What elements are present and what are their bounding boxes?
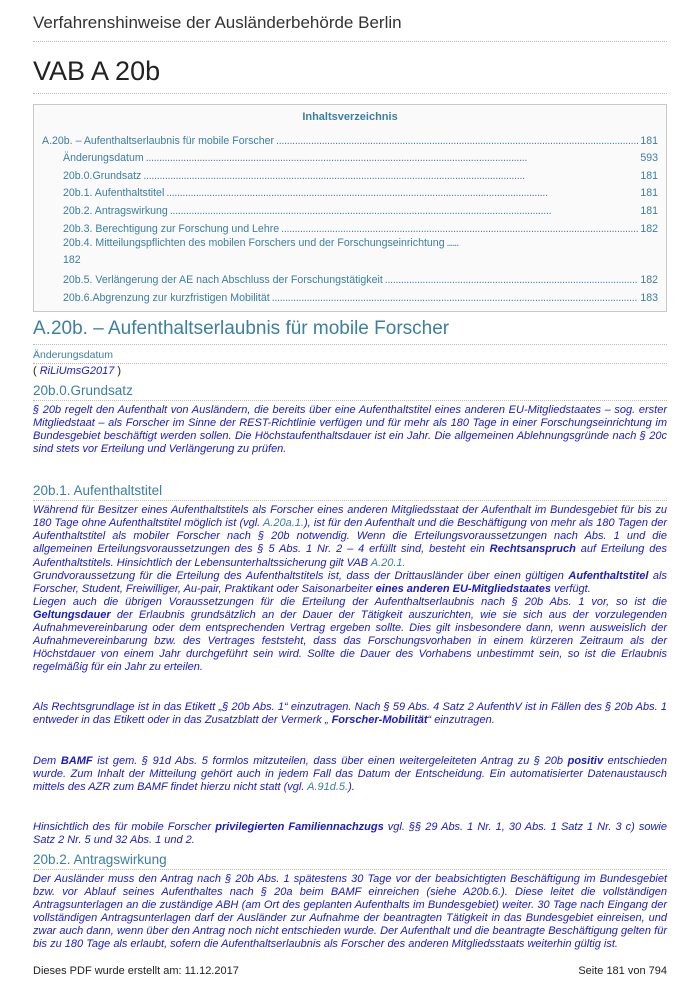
toc-entry-label: 20b.2. Antragswirkung xyxy=(63,204,168,217)
toc-entry-label: 20b.5. Verlängerung der AE nach Abschluss der Forschungstätigkeit xyxy=(63,274,383,287)
page-title: VAB A 20b xyxy=(33,56,667,94)
toc-entry[interactable] xyxy=(42,147,658,165)
toc-entry-page: 181 xyxy=(640,187,658,200)
toc-entry[interactable] xyxy=(42,129,658,147)
paragraph: § 20b regelt den Aufenthalt von Ausländern, die bereits über eine Aufenthaltstitel eines anderen EU-Mitgliedstaates – sog. erster Mitgliedstaat – als Forscher im Sinne der REST-Richtlinie verfügen und für mehr als 180 Tage in einer Forschungseinrichtung im Bundesgebiet beschäftigt werden sollen. Die Höchstaufenthaltsdauer ist ein Jahr. Die allgemeinen Ablehnungsgründe nach § 20c sind stets vor Erteilung und Verlängerung zu prüfen. xyxy=(33,403,667,456)
paragraph: Hinsichtlich des für mobile Forscher privilegierten Familiennachzugs vgl. §§ 29 Abs. 1 Nr. 1, 30 Abs. 1 Satz 1 Nr. 3 c) sowie Satz 2 Nr. 5 und 32 Abs. 1 und 2. xyxy=(33,820,667,846)
toc-entry-label: 20b.4. Mitteilungspflichten des mobilen Forschers und der Forschungseinrichtung xyxy=(63,236,445,249)
table-of-contents xyxy=(33,104,667,312)
toc-entry-page: 182 xyxy=(63,253,81,266)
paragraph: Liegen auch die übrigen Voraussetzungen für die Erteilung der Aufenthaltserlaubnis nach § 20b Abs. 1 vor, so ist die Geltungsdauer der Erlaubnis grundsätzlich an der Dauer der Tätigkeit auszurichten, wie sie sich aus der vorzulegenden Aufnahmevereinbarung oder dem entsprechenden Vertrag ergeben sollte. Dies gilt insbesondere dann, wenn ausweislich der Aufnahmevereinbarung bzw. des Vertrages feststeht, dass das Forschungsvorhaben in einem kürzeren Zeitraum als der Höchstdauer von einem Jahr durchgeführt sein wird. Sollte die Dauer des Vorhabens unbestimmt sein, so ist die Erlaubnis regelmäßig für ein Jahr zu erteilen. xyxy=(33,595,667,674)
toc-entry-page: 183 xyxy=(640,291,658,304)
toc-entry-page: 181 xyxy=(640,169,658,182)
section-title: A.20b. – Aufenthaltserlaubnis für mobile Forscher xyxy=(33,318,667,345)
section-heading-grundsatz: 20b.0.Grundsatz xyxy=(33,383,667,401)
section-heading-antragswirkung: 20b.2. Antragswirkung xyxy=(33,852,667,870)
section-heading-aufenthaltstitel: 20b.1. Aufenthaltstitel xyxy=(33,483,667,501)
reference-link[interactable]: A.91d.5. xyxy=(307,780,349,793)
change-reference-link[interactable]: RiLiUmsG2017 xyxy=(39,364,115,377)
toc-entry-label: 20b.6.Abgrenzung zur kurzfristigen Mobilität xyxy=(63,291,270,304)
toc-entry-label: Änderungsdatum xyxy=(63,152,144,165)
toc-entry[interactable] xyxy=(42,269,658,287)
change-reference: ( RiLiUmsG2017 ) xyxy=(33,364,122,377)
toc-entry[interactable] xyxy=(42,217,658,235)
reference-link[interactable]: A.20a.1. xyxy=(262,517,304,530)
toc-entry[interactable] xyxy=(42,199,658,217)
toc-entry-label: 20b.1. Aufenthaltstitel xyxy=(63,187,165,200)
paragraph: Als Rechtsgrundlage ist in das Etikett „§ 20b Abs. 1“ einzutragen. Nach § 59 Abs. 4 Satz 2 AufenthV ist in Fällen des § 20b Abs. 1 entweder in das Etikett oder in das Zusatzblatt der Vermerk „ Forscher-Mobilität“ einzutragen. xyxy=(33,701,667,727)
page-footer xyxy=(33,965,667,977)
toc-entry-page: 182 xyxy=(640,222,658,235)
reference-link[interactable]: A.20.1. xyxy=(370,556,406,569)
document-page xyxy=(33,0,667,952)
change-date-heading: Änderungsdatum xyxy=(33,349,667,364)
toc-entry-page: 182 xyxy=(640,274,658,287)
toc-entry[interactable] xyxy=(42,286,658,304)
document-header: Verfahrenshinweise der Ausländerbehörde Berlin xyxy=(33,13,667,42)
paragraph: Grundvoraussetzung für die Erteilung des Aufenthaltstitels ist, dass der Drittausländer über einen gültigen Aufenthaltstitel als Forscher, Student, Freiwilliger, Au-pair, Praktikant oder Saisonarbeiter eines anderen EU-Mitgliedstaates verfügt. xyxy=(33,569,667,595)
toc-entry[interactable] xyxy=(42,182,658,200)
paragraph: Der Ausländer muss den Antrag nach § 20b Abs. 1 spätestens 30 Tage vor der beabsichtigten Beschäftigung im Bundesgebiet bzw. vor Ablauf seines Aufenthaltes nach § 20a beim BAMF einreichen (siehe A20b.6.). Diese leitet die vollständigen Antragsunterlagen an die zuständige ABH (am Ort des geplanten Aufenthalts im Bundesgebiet) weiter. 30 Tage nach Eingang der vollständigen Antragsunterlagen darf der Ausländer zur Aufnahme der beantragten Tätigkeit in das Bundesgebiet einreisen, und zwar auch dann, wenn über den Antrag noch nicht entschieden wurde. Der Aufenthalt und die beantragte Beschäftigung gelten für bis zu 180 Tage als erlaubt, sofern die Aufenthaltserlaubnis als Forscher des anderen Mitgliedsstaats weiterhin gültig ist. xyxy=(33,873,667,951)
toc-entry-page: 181 xyxy=(640,204,658,217)
toc-entry-label: 20b.3. Berechtigung zur Forschung und Lehre xyxy=(63,222,280,235)
toc-entry-label: 20b.0.Grundsatz xyxy=(63,169,142,182)
toc-entry-page: 181 xyxy=(640,134,658,147)
toc-entry[interactable]: 20b.4. Mitteilungspflichten des mobilen Forschers und der Forschungseinrichtung ...... 182 xyxy=(63,236,459,266)
paragraph: Dem BAMF ist gem. § 91d Abs. 5 formlos mitzuteilen, dass über einen weitergeleiteten Antrag zu § 20b positiv entschieden wurde. Zum Inhalt der Mitteilung gehört auch in jedem Fall das Datum der Entscheidung. Ein automatisierter Datenaustausch mittels des AZR zum BAMF findet hierzu nicht statt (vgl. A.91d.5.). xyxy=(33,754,667,793)
toc-entry-label: A.20b. – Aufenthaltserlaubnis für mobile Forscher xyxy=(42,134,275,147)
footer-created-date: Dieses PDF wurde erstellt am: 11.12.2017 xyxy=(33,965,239,977)
paragraph: Während für Besitzer eines Aufenthaltstitels als Forscher eines anderen Mitgliedsstaat der Aufenthalt im Bundesgebiet für bis zu 180 Tage ohne Aufenthaltstitel möglich ist (vgl. A.20a.1.), ist für den Aufenthalt und die Beschäftigung von mehr als 180 Tagen der Aufenthaltstitel als mobiler Forscher nach § 20b notwendig. Wenn die Erteilungsvoraussetzungen nach Abs. 1 und die allgemeinen Erteilungsvoraussetzungen des § 5 Abs. 1 Nr. 2 – 4 erfüllt sind, besteht ein Rechtsanspruch auf Erteilung des Aufenthaltstitels. Hinsichtlich der Lebensunterhaltssicherung gilt VAB A.20.1. xyxy=(33,504,667,569)
footer-page-number: Seite 181 von 794 xyxy=(578,965,667,977)
toc-title: Inhaltsverzeichnis xyxy=(302,111,398,123)
toc-entry[interactable] xyxy=(42,164,658,182)
toc-entry-page: 593 xyxy=(640,152,658,165)
